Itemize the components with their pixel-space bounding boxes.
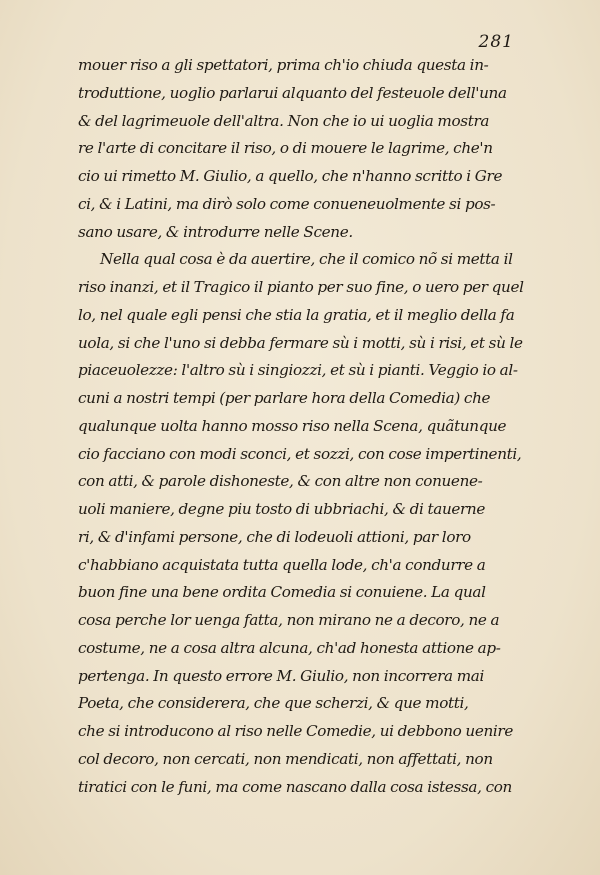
text-line: Poeta, che considerera, che que scherzi, & que motti, (78, 694, 469, 713)
text-line: pertenga. In questo errore M. Giulio, non incorrera mai (78, 666, 484, 685)
text-line: che si introducono al riso nelle Comedie, ui debbono uenire (78, 722, 513, 740)
body-text (78, 52, 538, 801)
text-line: riso inanzi, et il Tragico il pianto per suo fine, o uero per quel (78, 278, 524, 296)
text-line: uoli maniere, degne piu tosto di ubbriachi, & di tauerne (78, 500, 486, 518)
text-line: Nella qual cosa è da auertire, che il comico nõ si metta il (100, 250, 513, 269)
text-line: con atti, & parole dishoneste, & con altre non conuene- (78, 472, 483, 491)
text-line: buon fine una bene ordita Comedia si conuiene. La qual (78, 583, 486, 602)
text-line: cio facciano con modi sconci, et sozzi, con cose impertinenti, (78, 444, 522, 463)
text-line: ci, & i Latini, ma dirò solo come conueneuolmente si pos- (78, 194, 496, 213)
text-line: piaceuolezze: l'altro sù i singiozzi, et sù i pianti. Veggio io al- (78, 361, 518, 380)
text-line: mouer riso a gli spettatori, prima ch'io chiuda questa in- (78, 56, 489, 74)
text-line: sano usare, & introdurre nelle Scene. (78, 222, 353, 241)
text-line: c'habbiano acquistata tutta quella lode, ch'a condurre a (78, 555, 486, 574)
text-line: qualunque uolta hanno mosso riso nella Scena, quãtunque (78, 416, 507, 435)
text-line: tiratici con le funi, ma come nascano dalla cosa istessa, con (78, 777, 512, 796)
text-line: cio ui rimetto M. Giulio, a quello, che n'hanno scritto i Gre (78, 167, 503, 185)
text-line: cosa perche lor uenga fatta, non mirano ne a decoro, ne a (78, 611, 500, 629)
text-line: ri, & d'infami persone, che di lodeuoli attioni, par loro (78, 527, 471, 546)
text-line: re l'arte di concitare il riso, o di mouere le lagrime, che'n (78, 139, 493, 158)
text-line: col decoro, non cercati, non mendicati, non affettati, non (78, 749, 493, 768)
text-line: costume, ne a cosa altra alcuna, ch'ad honesta attione ap- (78, 638, 501, 657)
text-line: troduttione, uoglio parlarui alquanto del festeuole dell'una (78, 83, 507, 102)
text-line: & del lagrimeuole dell'altra. Non che io ui uoglia mostra (78, 111, 490, 130)
text-line: lo, nel quale egli pensi che stia la gratia, et il meglio della fa (78, 305, 515, 324)
page-number: 281 (478, 32, 514, 52)
text-line: uola, si che l'uno si debba fermare sù i motti, sù i risi, et sù le (78, 333, 523, 352)
text-line: cuni a nostri tempi (per parlare hora della Comedia) che (78, 389, 491, 407)
